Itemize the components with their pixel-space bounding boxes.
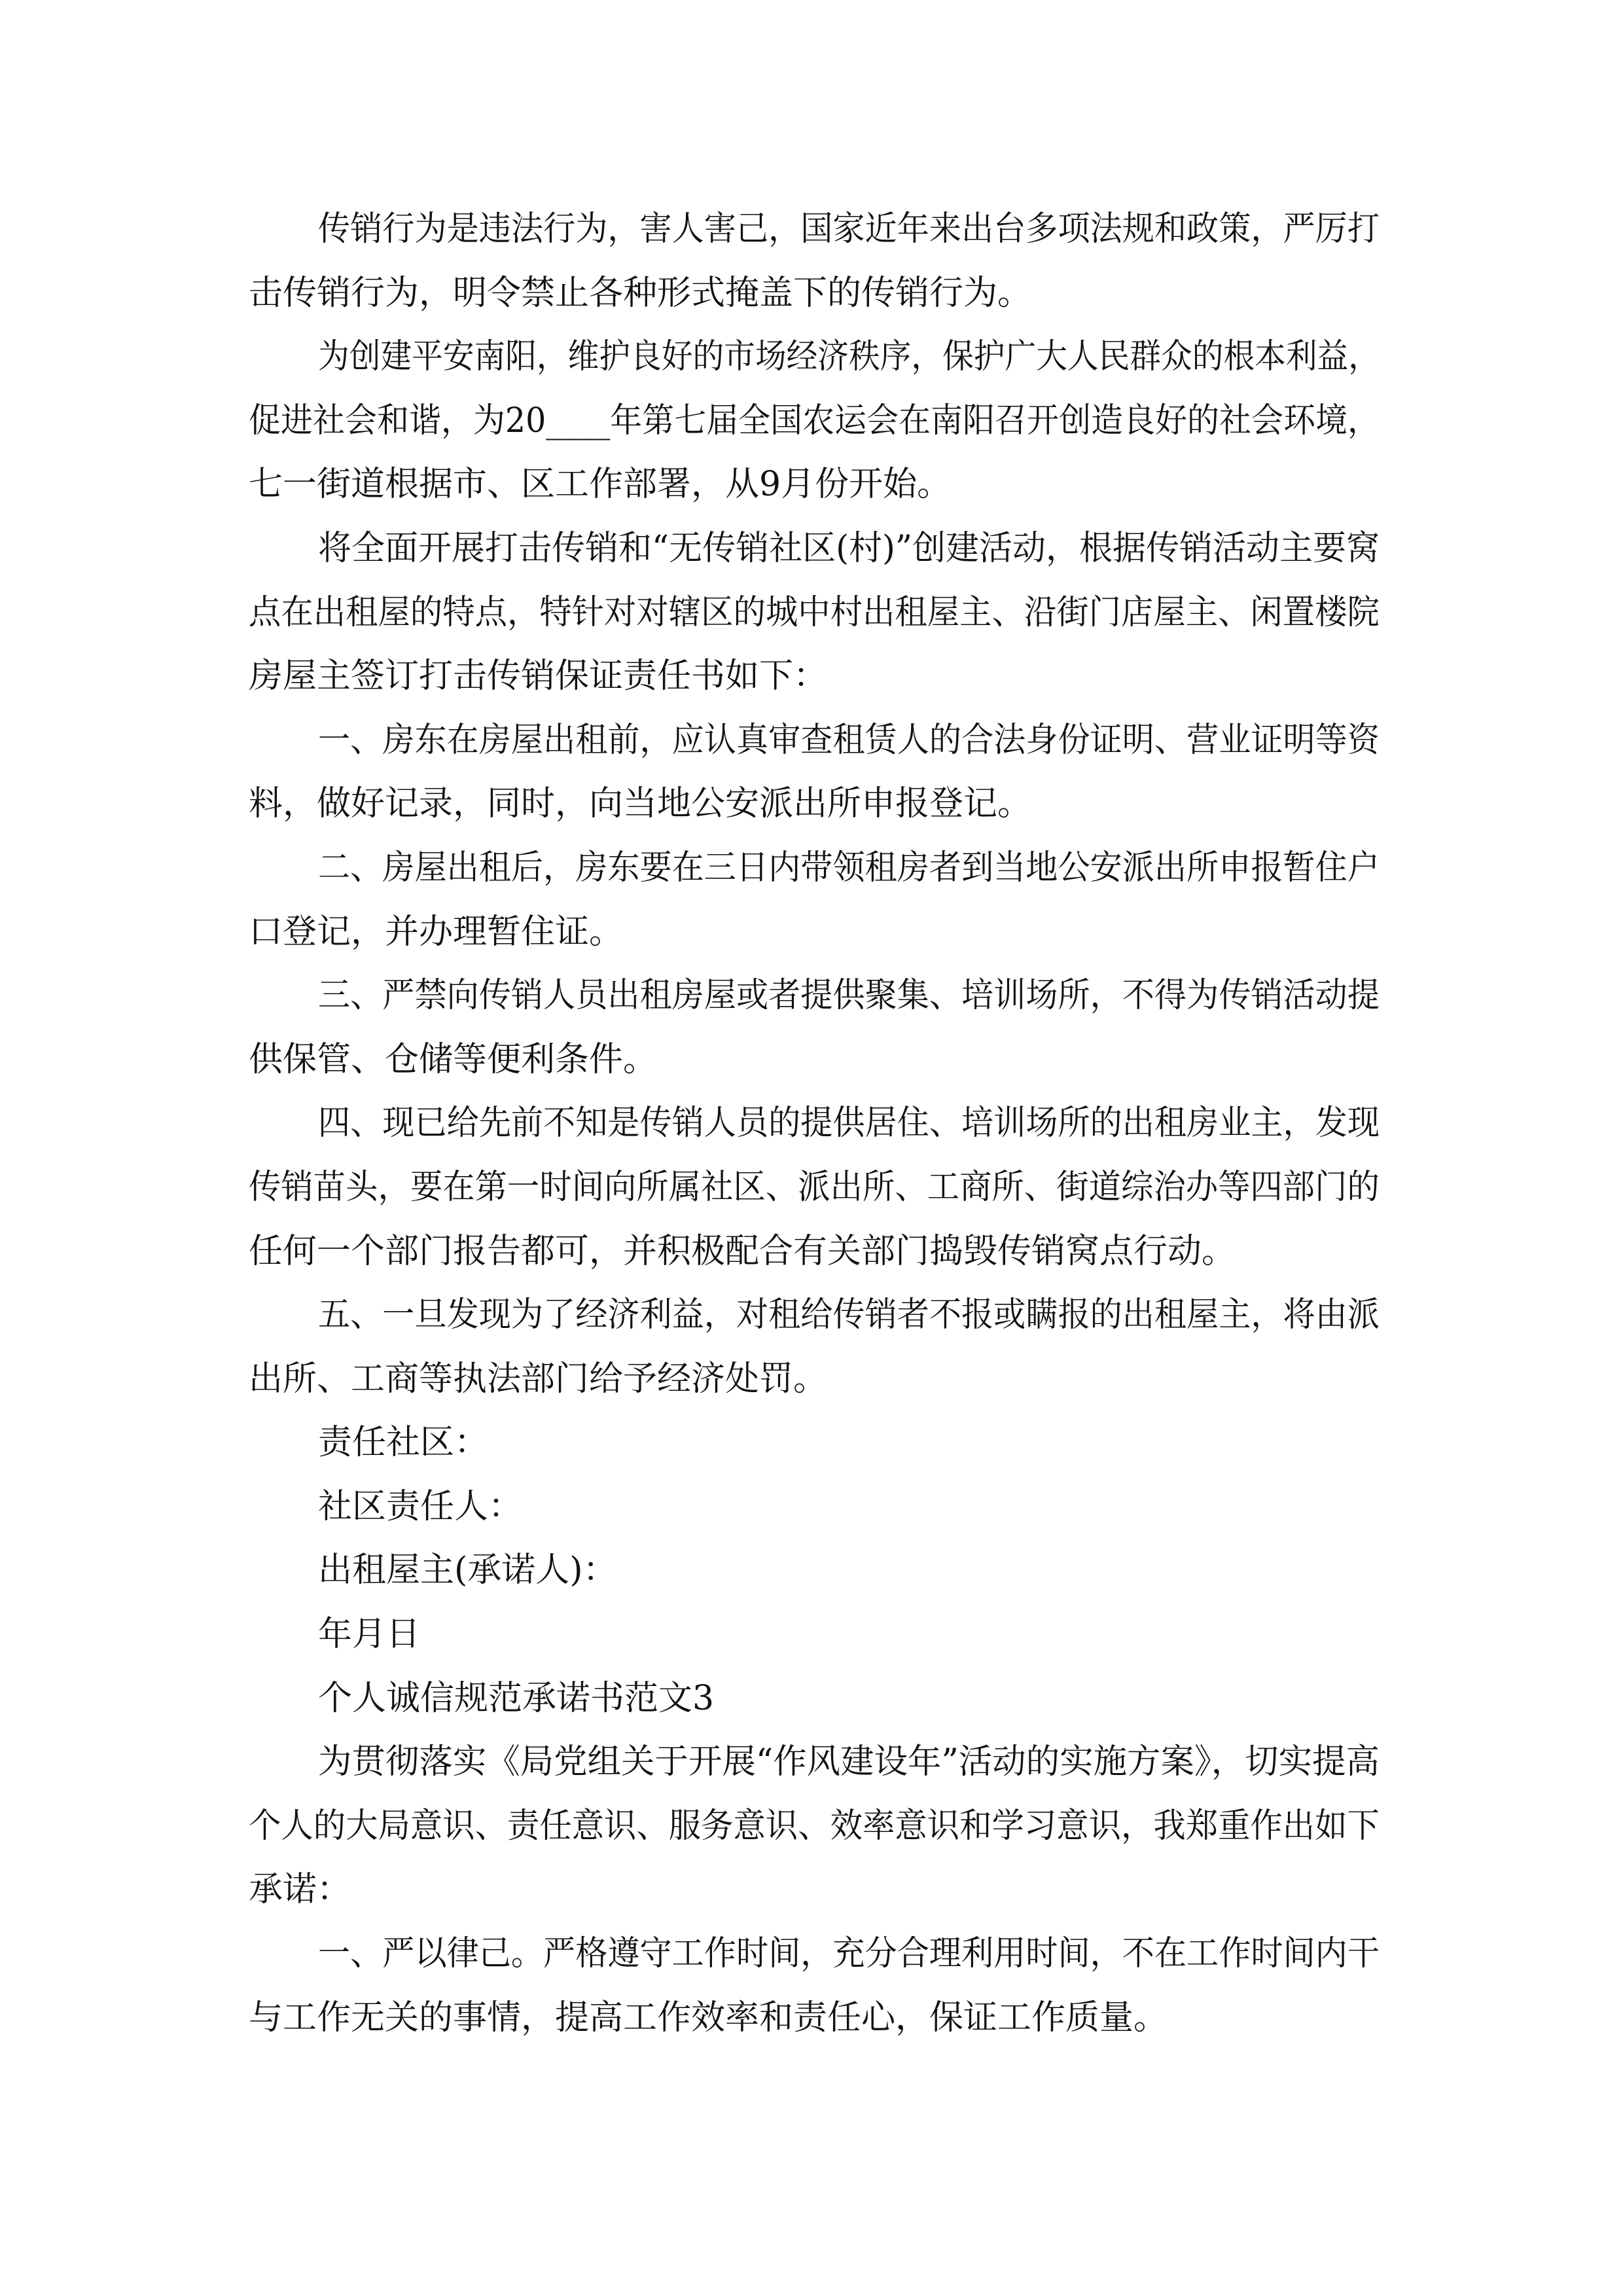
paragraph: [249, 1603, 1387, 1667]
paragraph-line: [249, 1092, 1387, 1156]
paragraph-line-text: 促进社会和谐，为20____年第七届全国农运会在南阳召开创造良好的社会环境，: [249, 401, 1380, 440]
paragraph-line: [249, 581, 1387, 645]
paragraph-line: [249, 1603, 1387, 1667]
paragraph-line: [249, 1475, 1387, 1539]
paragraph-line-text: 点在出租屋的特点，特针对对辖区的城中村出租屋主、沿街门店屋主、闲置楼院: [249, 592, 1380, 632]
paragraph-line: [249, 262, 1387, 326]
paragraph: [249, 325, 1387, 517]
paragraph-line-text: 个人诚信规范承诺书范文3: [318, 1678, 715, 1718]
paragraph: [249, 1092, 1387, 1283]
paragraph-line-text: 出所、工商等执法部门给予经济处罚。: [249, 1359, 828, 1399]
paragraph-line-text: 四、现已给先前不知是传销人员的提供居住、培训场所的出租房业主，发现: [318, 1103, 1380, 1143]
paragraph-line-text: 社区责任人：: [318, 1486, 523, 1526]
paragraph: [249, 1667, 1387, 1731]
paragraph-line-text: 责任社区：: [318, 1423, 489, 1463]
paragraph: [249, 1475, 1387, 1539]
document-body: [249, 198, 1387, 2050]
paragraph-line: [249, 1795, 1387, 1859]
paragraph-line: [249, 964, 1387, 1028]
paragraph-line-text: 供保管、仓储等便利条件。: [249, 1039, 658, 1079]
paragraph: [249, 836, 1387, 964]
paragraph-line-text: 一、房东在房屋出租前，应认真审查租赁人的合法身份证明、营业证明等资: [318, 720, 1380, 760]
paragraph-line: [249, 1858, 1387, 1922]
paragraph-line: [249, 1283, 1387, 1348]
paragraph: [249, 1411, 1387, 1475]
paragraph-line-text: 击传销行为，明令禁止各种形式掩盖下的传销行为。: [249, 273, 1032, 313]
paragraph-line-text: 二、房屋出租后，房东要在三日内带领租房者到当地公安派出所申报暂住户: [318, 848, 1380, 888]
paragraph-line: [249, 1348, 1387, 1412]
paragraph-line-text: 五、一旦发现为了经济利益，对租给传销者不报或瞒报的出租屋主，将由派: [318, 1295, 1380, 1335]
paragraph-line-text: 年月日: [318, 1615, 421, 1655]
paragraph-line: [249, 198, 1387, 262]
paragraph: [249, 1539, 1387, 1603]
paragraph-line-text: 个人的大局意识、责任意识、服务意识、效率意识和学习意识，我郑重作出如下: [249, 1806, 1380, 1846]
paragraph-line: [249, 836, 1387, 901]
paragraph-line: [249, 453, 1387, 517]
paragraph: [249, 1731, 1387, 1922]
paragraph-line-text: 一、严以律己。严格遵守工作时间，充分合理利用时间，不在工作时间内干: [318, 1934, 1380, 1974]
paragraph-line: [249, 901, 1387, 965]
paragraph-line: [249, 389, 1387, 454]
paragraph-line: [249, 1220, 1387, 1284]
paragraph-line: [249, 1731, 1387, 1795]
paragraph-line: [249, 709, 1387, 773]
paragraph-line: [249, 1411, 1387, 1475]
paragraph-line: [249, 517, 1387, 581]
paragraph-line-text: 任何一个部门报告都可，并积极配合有关部门捣毁传销窝点行动。: [249, 1231, 1236, 1271]
paragraph-line-text: 传销苗头，要在第一时间向所属社区、派出所、工商所、街道综治办等四部门的: [249, 1167, 1380, 1207]
paragraph-line-text: 料，做好记录，同时，向当地公安派出所申报登记。: [249, 784, 1032, 824]
paragraph-line-text: 三、严禁向传销人员出租房屋或者提供聚集、培训场所，不得为传销活动提: [318, 976, 1380, 1016]
paragraph: [249, 1283, 1387, 1411]
paragraph-line: [249, 1667, 1387, 1731]
paragraph-line: [249, 325, 1387, 389]
paragraph: [249, 198, 1387, 325]
paragraph-line-text: 房屋主签订打击传销保证责任书如下：: [249, 656, 828, 696]
paragraph: [249, 517, 1387, 709]
paragraph-line: [249, 1986, 1387, 2051]
paragraph-line-text: 将全面开展打击传销和“无传销社区(村)”创建活动，根据传销活动主要窝: [318, 528, 1380, 568]
paragraph-line-text: 口登记，并办理暂住证。: [249, 912, 624, 952]
paragraph-line: [249, 645, 1387, 709]
paragraph-line-text: 传销行为是违法行为，害人害己，国家近年来出台多项法规和政策，严厉打: [318, 209, 1380, 249]
paragraph-line: [249, 1156, 1387, 1220]
paragraph-line-text: 与工作无关的事情，提高工作效率和责任心，保证工作质量。: [249, 1998, 1168, 2037]
paragraph: [249, 964, 1387, 1092]
paragraph: [249, 709, 1387, 836]
paragraph: [249, 1922, 1387, 2050]
paragraph-line: [249, 1539, 1387, 1603]
paragraph-line-text: 承诺：: [249, 1870, 351, 1910]
paragraph-line: [249, 772, 1387, 836]
paragraph-line-text: 七一街道根据市、区工作部署，从9月份开始。: [249, 465, 952, 505]
paragraph-line: [249, 1028, 1387, 1092]
paragraph-line-text: 出租屋主(承诺人)：: [318, 1551, 617, 1590]
paragraph-line-text: 为创建平安南阳，维护良好的市场经济秩序，保护广大人民群众的根本利益，: [318, 337, 1380, 377]
paragraph-line: [249, 1922, 1387, 1986]
paragraph-line-text: 为贯彻落实《局党组关于开展“作风建设年”活动的实施方案》，切实提高: [318, 1742, 1380, 1782]
